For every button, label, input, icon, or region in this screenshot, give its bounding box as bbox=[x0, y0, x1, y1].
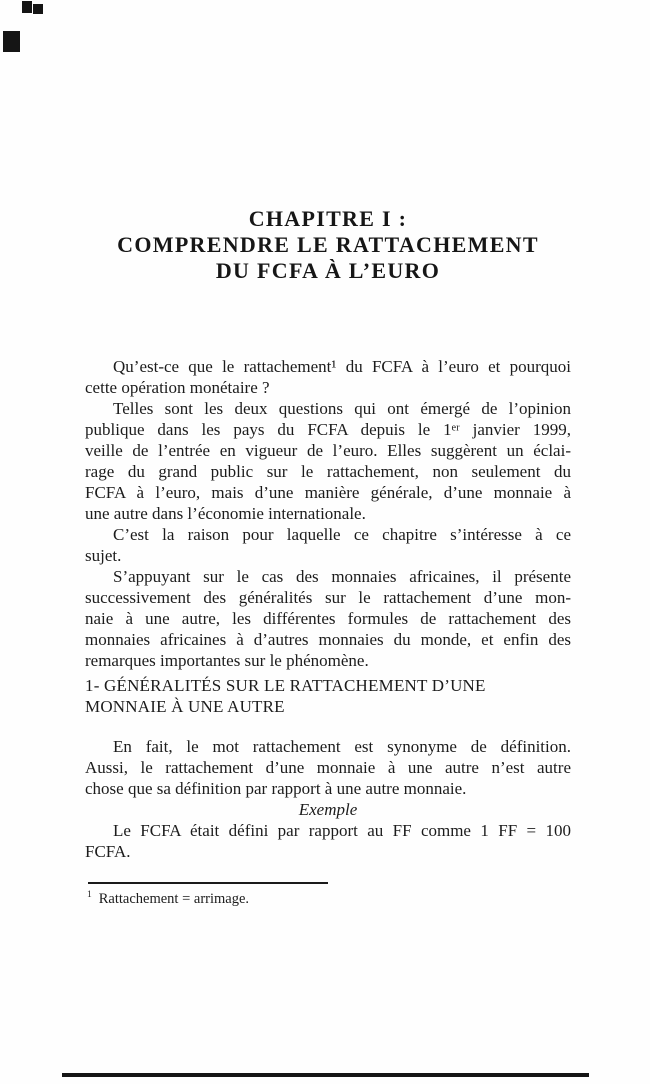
text-line: Qu’est-ce que le rattachement¹ du FCFA à l’euro et pourquoi bbox=[113, 357, 571, 376]
chapter-title-line: CHAPITRE I : bbox=[248, 206, 408, 231]
paragraph bbox=[85, 524, 571, 566]
footnote-marker: 1 bbox=[87, 890, 92, 901]
scan-artifact-speck bbox=[33, 4, 43, 14]
text-line: cette opération monétaire ? bbox=[85, 378, 270, 397]
text-line: FCFA à l’euro, mais d’une manière générale, d’une monnaie à bbox=[85, 483, 571, 502]
text-line: C’est la raison pour laquelle ce chapitre s’intéresse à ce bbox=[113, 525, 571, 544]
text-line: monnaies africaines à d’autres monnaies du monde, et enfin des bbox=[85, 630, 571, 649]
footnote-text: Rattachement = arrimage. bbox=[98, 891, 250, 907]
text-line: naie à une autre, les différentes formules de rattachement des bbox=[85, 609, 571, 628]
example-label: Exemple bbox=[298, 800, 358, 819]
text-line: rage du grand public sur le rattachement, non seulement du bbox=[85, 462, 571, 481]
section-heading bbox=[85, 675, 571, 717]
chapter-title bbox=[85, 206, 571, 284]
text-line: Aussi, le rattachement d’une monnaie à une autre n’est autre bbox=[85, 758, 571, 777]
text-line: FCFA. bbox=[85, 842, 131, 861]
text-line: successivement des généralités sur le rattachement d’une mon- bbox=[85, 588, 571, 607]
scan-artifact-blob bbox=[3, 31, 20, 52]
text-line: S’appuyant sur le cas des monnaies africaines, il présente bbox=[113, 567, 571, 586]
intro-body-text bbox=[85, 356, 571, 671]
text-line: Telles sont les deux questions qui ont émergé de l’opinion bbox=[113, 399, 571, 418]
text-line: Le FCFA était défini par rapport au FF comme 1 FF = 100 bbox=[113, 821, 571, 840]
chapter-title-line: COMPRENDRE LE RATTACHEMENT bbox=[117, 232, 539, 257]
text-line: veille de l’entrée en vigueur de l’euro. Elles suggèrent un éclai- bbox=[85, 441, 571, 460]
scan-artifact-speck bbox=[22, 1, 32, 13]
section-body-text bbox=[85, 736, 571, 862]
text-line: une autre dans l’économie internationale. bbox=[85, 504, 366, 523]
paragraph bbox=[85, 356, 571, 398]
text-line: chose que sa définition par rapport à une autre monnaie. bbox=[85, 779, 467, 798]
footnote-separator bbox=[88, 882, 328, 884]
paragraph bbox=[85, 566, 571, 671]
scan-artifact-bottom-edge bbox=[62, 1073, 589, 1077]
text-line: publique dans les pays du FCFA depuis le 1ᵉʳ janvier 1999, bbox=[85, 420, 571, 439]
paragraph bbox=[85, 398, 571, 524]
chapter-title-line: DU FCFA À L’EURO bbox=[215, 258, 441, 283]
section-heading-line: 1- GÉNÉRALITÉS SUR LE RATTACHEMENT D’UNE bbox=[85, 676, 486, 695]
text-line: En fait, le mot rattachement est synonyme de définition. bbox=[113, 737, 571, 756]
footnote bbox=[87, 890, 573, 908]
paragraph bbox=[85, 820, 571, 862]
paragraph bbox=[85, 736, 571, 799]
text-line: remarques importantes sur le phénomène. bbox=[85, 651, 369, 670]
section-heading-line: MONNAIE À UNE AUTRE bbox=[85, 697, 285, 716]
text-line: sujet. bbox=[85, 546, 122, 565]
